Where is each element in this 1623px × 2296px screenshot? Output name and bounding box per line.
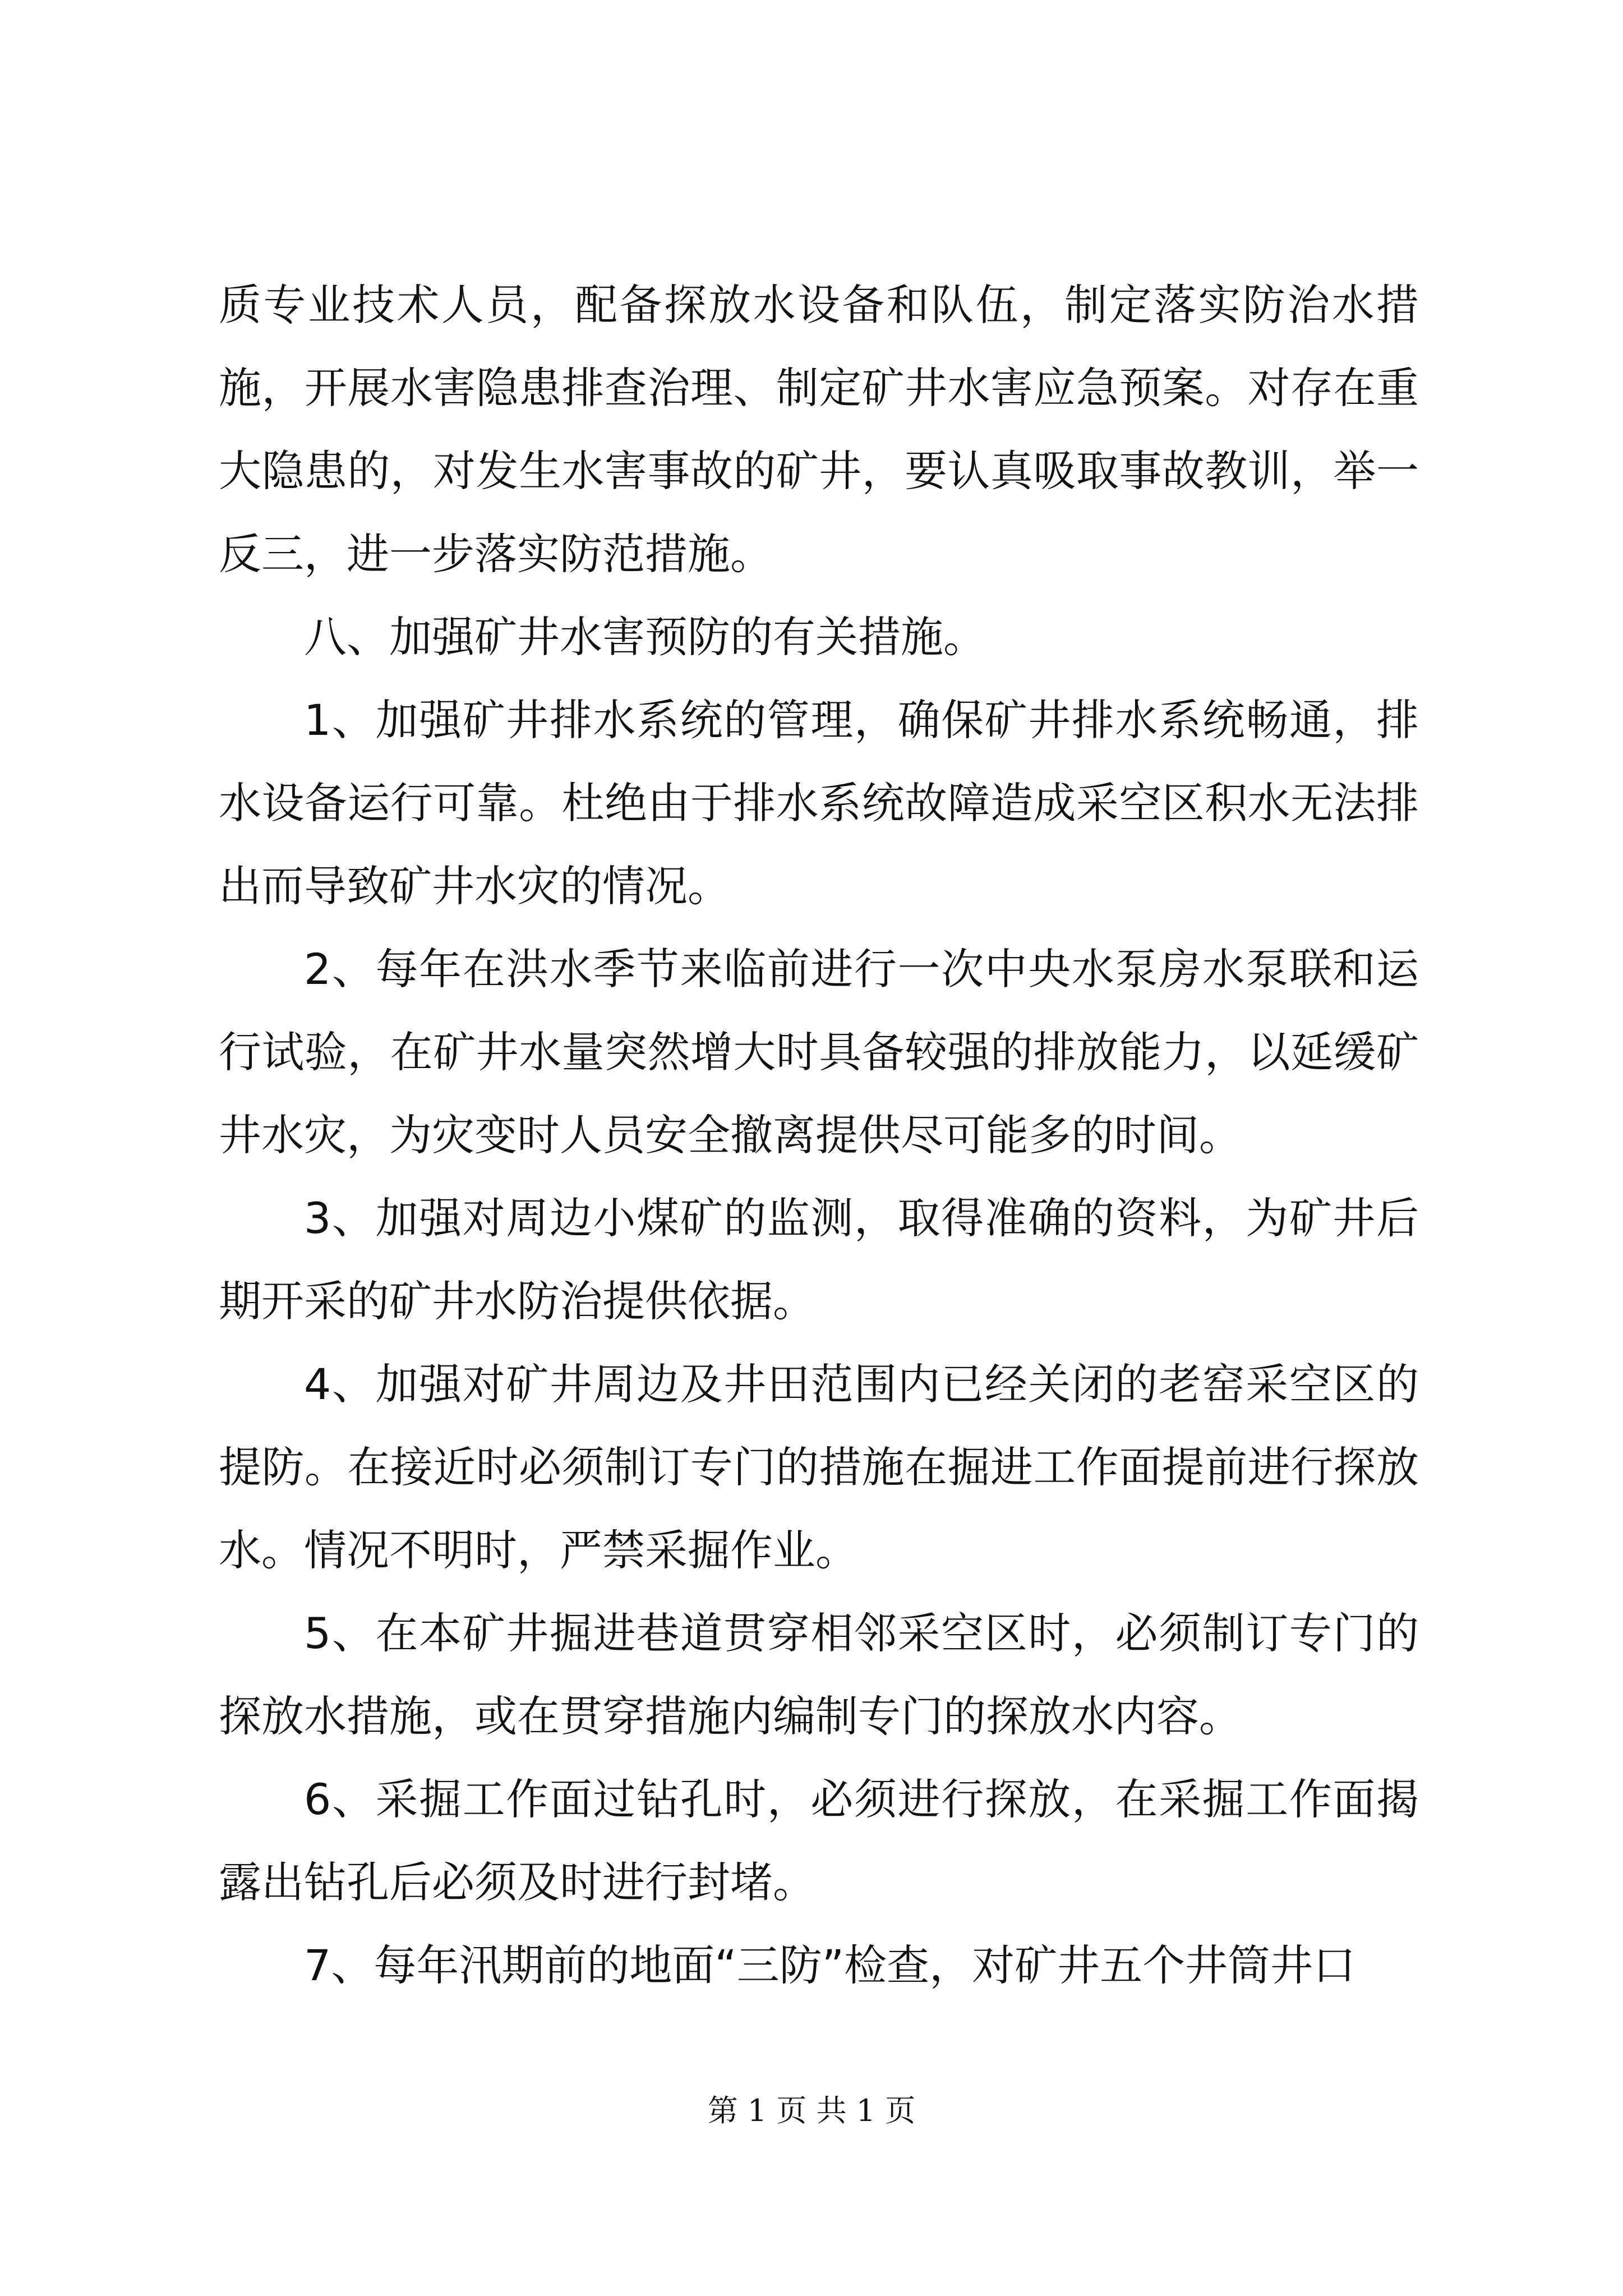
- list-item-2: 2、每年在洪水季节来临前进行一次中央水泵房水泵联和运行试验，在矿井水量突然增大时具备较强的排放能力，以延缓矿井水灾，为灾变时人员安全撤离提供尽可能多的时间。: [219, 944, 1419, 1160]
- page-footer: 第 1 页 共 1 页: [707, 2093, 916, 2128]
- paragraph-continuation: 质专业技术人员，配备探放水设备和队伍，制定落实防治水措施，开展水害隐患排查治理、制定矿井水害应急预案。对存在重大隐患的，对发生水害事故的矿井，要认真吸取事故教训，举一反三，进一步落实防范措施。: [219, 280, 1419, 579]
- list-item-3: 3、加强对周边小煤矿的监测，取得准确的资料，为矿井后期开采的矿井水防治提供依据。: [219, 1193, 1419, 1326]
- list-item-7: 7、每年汛期前的地面“三防”检查，对矿井五个井筒井口: [304, 1940, 1356, 1990]
- section-heading-8: 八、加强矿井水害预防的有关措施。: [304, 612, 986, 662]
- list-item-5: 5、在本矿井掘进巷道贯穿相邻采空区时，必须制订专门的探放水措施，或在贯穿措施内编制专门的探放水内容。: [219, 1608, 1419, 1741]
- list-item-6: 6、采掘工作面过钻孔时，必须进行探放，在采掘工作面揭露出钻孔后必须及时进行封堵。: [219, 1774, 1419, 1907]
- list-item-1: 1、加强矿井排水系统的管理，确保矿井排水系统畅通，排水设备运行可靠。杜绝由于排水系统故障造成采空区积水无法排出而导致矿井水灾的情况。: [219, 695, 1419, 911]
- document-body: [219, 264, 1419, 2007]
- list-item-4: 4、加强对矿井周边及井田范围内已经关闭的老窑采空区的提防。在接近时必须制订专门的措施在掘进工作面提前进行探放水。情况不明时，严禁采掘作业。: [219, 1359, 1419, 1575]
